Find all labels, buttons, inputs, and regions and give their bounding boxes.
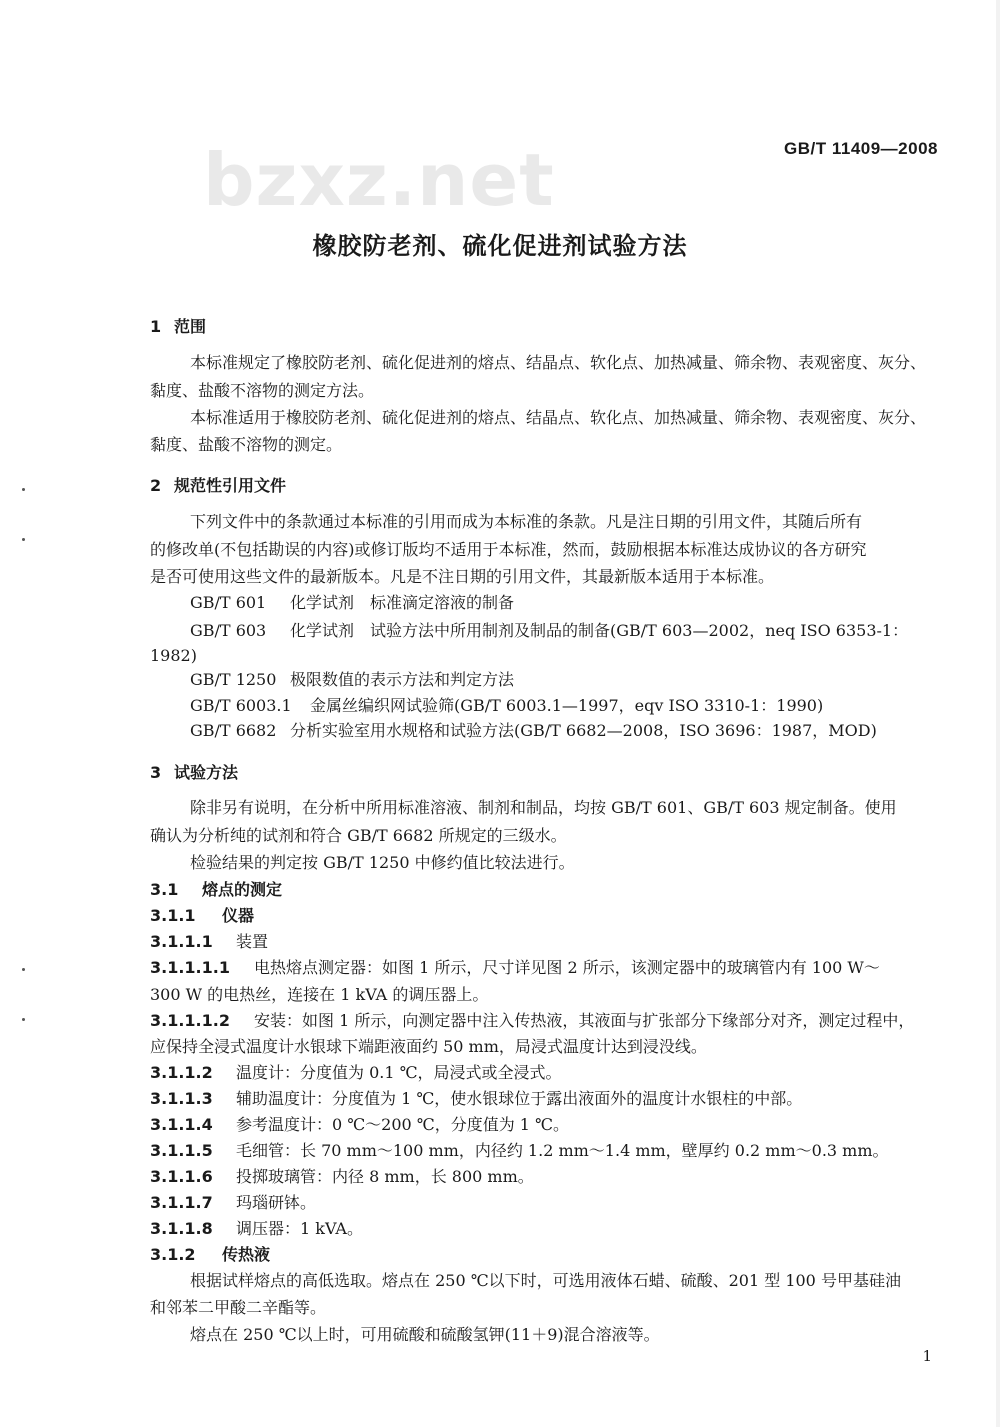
- section-2-heading: 2 规范性引用文件: [150, 476, 287, 495]
- section-1-paragraph: 本标准规定了橡胶防老剂、硫化促进剂的熔点、结晶点、软化点、加热减量、筛余物、表观密度、灰分、: [190, 353, 927, 372]
- section-2-paragraph: 下列文件中的条款通过本标准的引用而成为本标准的条款。凡是注日期的引用文件，其随后所有: [190, 512, 863, 531]
- scan-mark: [22, 968, 25, 971]
- subsection-heading: 3.1 熔点的测定: [150, 880, 283, 899]
- section-1-paragraph: 黏度、盐酸不溶物的测定方法。: [150, 381, 375, 400]
- section-1-paragraph: 本标准适用于橡胶防老剂、硫化促进剂的熔点、结晶点、软化点、加热减量、筛余物、表观密度、灰分、: [190, 408, 927, 427]
- scan-mark: [22, 488, 25, 491]
- clause-item: 3.1.1.1 装置: [150, 932, 269, 951]
- clause-item: 3.1.1.5 毛细管：长 70 mm～100 mm，内径约 1.2 mm～1.4 mm，壁厚约 0.2 mm～0.3 mm。: [150, 1141, 889, 1160]
- section-3-paragraph: 检验结果的判定按 GB/T 1250 中修约值比较法进行。: [190, 853, 575, 872]
- reference-item: GB/T 1250 极限数值的表示方法和判定方法: [190, 670, 515, 689]
- page-edge: [996, 0, 1000, 1427]
- section-1-heading: 1 范围: [150, 317, 207, 336]
- reference-item-continuation: 1982): [150, 646, 197, 665]
- section-1-paragraph: 黏度、盐酸不溶物的测定。: [150, 435, 343, 454]
- subsection-heading: 3.1.2 传热液: [150, 1245, 271, 1264]
- watermark: bzxz.net: [203, 138, 555, 222]
- section-3-paragraph: 熔点在 250 ℃以上时，可用硫酸和硫酸氢钾(11＋9)混合溶液等。: [190, 1325, 660, 1344]
- scan-mark: [22, 538, 25, 541]
- section-2-paragraph: 的修改单(不包括勘误的内容)或修订版均不适用于本标准，然而，鼓励根据本标准达成协议的各方研究: [150, 540, 867, 559]
- reference-item: GB/T 6003.1 金属丝编织网试验筛(GB/T 6003.1—1997，eqv ISO 3310-1：1990): [190, 696, 824, 715]
- section-3-paragraph: 确认为分析纯的试剂和符合 GB/T 6682 所规定的三级水。: [150, 826, 567, 845]
- clause-item: 3.1.1.8 调压器：1 kVA。: [150, 1219, 363, 1238]
- document-title: 橡胶防老剂、硫化促进剂试验方法: [312, 232, 688, 260]
- section-3-heading: 3 试验方法: [150, 763, 239, 782]
- standard-code: GB/T 11409—2008: [784, 139, 938, 158]
- page-number: 1: [922, 1347, 932, 1365]
- clause-item: 3.1.1.2 温度计：分度值为 0.1 ℃，局浸式或全浸式。: [150, 1063, 562, 1082]
- clause-item-continuation: 300 W 的电热丝，连接在 1 kVA 的调压器上。: [150, 985, 489, 1004]
- section-3-paragraph: 和邻苯二甲酸二辛酯等。: [150, 1298, 327, 1317]
- reference-item: GB/T 601 化学试剂 标准滴定溶液的制备: [190, 593, 515, 612]
- clause-item: 3.1.1.3 辅助温度计：分度值为 1 ℃，使水银球位于露出液面外的温度计水银柱的中部。: [150, 1089, 803, 1108]
- reference-item: GB/T 603 化学试剂 试验方法中所用制剂及制品的制备(GB/T 603—2002，neq ISO 6353-1：: [190, 621, 909, 640]
- clause-item-continuation: 应保持全浸式温度计水银球下端距液面约 50 mm，局浸式温度计达到浸没线。: [150, 1037, 707, 1056]
- clause-item: 3.1.1.4 参考温度计：0 ℃～200 ℃，分度值为 1 ℃。: [150, 1115, 569, 1134]
- section-2-paragraph: 是否可使用这些文件的最新版本。凡是不注日期的引用文件，其最新版本适用于本标准。: [150, 567, 775, 586]
- section-3-paragraph: 除非另有说明，在分析中所用标准溶液、制剂和制品，均按 GB/T 601、GB/T 603 规定制备。使用: [190, 798, 897, 817]
- clause-item: 3.1.1.1.1 电热熔点测定器：如图 1 所示，尺寸详见图 2 所示，该测定器中的玻璃管内有 100 W～: [150, 958, 880, 977]
- clause-item: 3.1.1.1.2 安装：如图 1 所示，向测定器中注入传热液，其液面与扩张部分下缘部分对齐，测定过程中，: [150, 1011, 915, 1030]
- subsection-heading: 3.1.1 仪器: [150, 906, 255, 925]
- section-3-paragraph: 根据试样熔点的高低选取。熔点在 250 ℃以下时，可选用液体石蜡、硫酸、201 型 100 号甲基硅油: [190, 1271, 901, 1290]
- scan-mark: [22, 1018, 25, 1021]
- reference-item: GB/T 6682 分析实验室用水规格和试验方法(GB/T 6682—2008，ISO 3696：1987，MOD): [190, 721, 877, 740]
- clause-item: 3.1.1.6 投掷玻璃管：内径 8 mm，长 800 mm。: [150, 1167, 534, 1186]
- clause-item: 3.1.1.7 玛瑙研钵。: [150, 1193, 317, 1212]
